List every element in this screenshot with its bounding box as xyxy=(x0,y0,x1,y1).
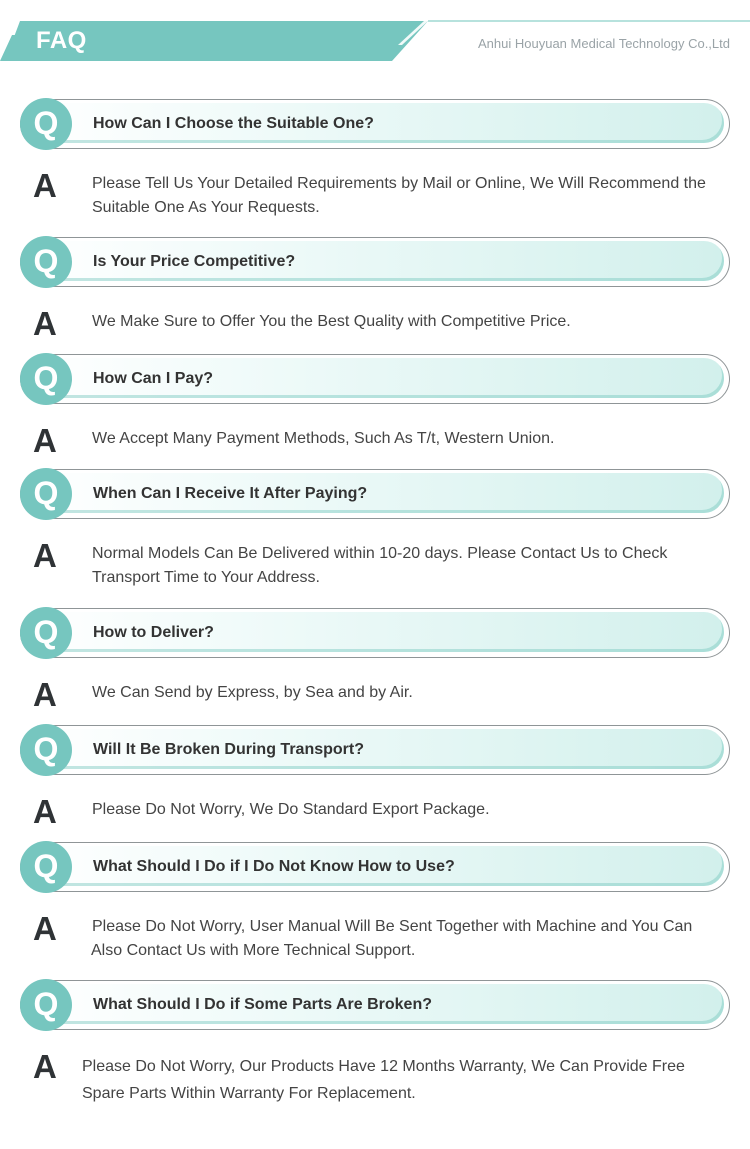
faq-question-row xyxy=(20,469,730,521)
faq-question-row xyxy=(20,725,730,777)
question-text: How to Deliver? xyxy=(93,624,214,641)
company-name: Anhui Houyuan Medical Technology Co.,Ltd xyxy=(478,36,730,51)
a-badge-icon: A xyxy=(33,676,57,713)
answer-line: Please Do Not Worry, We Do Standard Export Package. xyxy=(92,801,490,818)
answer-text xyxy=(92,542,722,590)
q-badge-icon: Q xyxy=(20,724,72,776)
q-badge-icon: Q xyxy=(20,979,72,1031)
faq-question-row xyxy=(20,842,730,894)
question-text: How Can I Pay? xyxy=(93,370,214,387)
question-text: What Should I Do if I Do Not Know How to Use? xyxy=(93,858,455,875)
question-text: When Can I Receive It After Paying? xyxy=(93,485,368,502)
faq-question-row xyxy=(20,237,730,289)
answer-line: Normal Models Can Be Delivered within 10-20 days. Please Contact Us to Check xyxy=(92,545,668,562)
answer-text xyxy=(92,798,722,822)
answer-line: Transport Time to Your Address. xyxy=(92,569,320,586)
answer-text xyxy=(92,915,722,963)
answer-line: Please Tell Us Your Detailed Requirements by Mail or Online, We Will Recommend the xyxy=(92,175,706,192)
a-badge-icon: A xyxy=(33,422,57,459)
faq-question-row xyxy=(20,99,730,151)
faq-question-row xyxy=(20,980,730,1032)
faq-question-row xyxy=(20,354,730,406)
q-badge-icon: Q xyxy=(20,468,72,520)
answer-line: Also Contact Us with More Technical Support. xyxy=(91,942,416,959)
question-text: Will It Be Broken During Transport? xyxy=(93,741,364,758)
q-badge-icon: Q xyxy=(20,353,72,405)
answer-text xyxy=(82,1053,712,1107)
answer-line: We Can Send by Express, by Sea and by Air. xyxy=(92,684,413,701)
answer-line: We Accept Many Payment Methods, Such As T/t, Western Union. xyxy=(92,430,555,447)
a-badge-icon: A xyxy=(33,1048,57,1085)
answer-line: We Make Sure to Offer You the Best Quality with Competitive Price. xyxy=(92,313,571,330)
q-badge-icon: Q xyxy=(20,236,72,288)
question-text: Is Your Price Competitive? xyxy=(93,253,296,270)
a-badge-icon: A xyxy=(33,537,57,574)
question-text: How Can I Choose the Suitable One? xyxy=(93,115,374,132)
q-badge-icon: Q xyxy=(20,607,72,659)
q-badge-icon: Q xyxy=(20,841,72,893)
a-badge-icon: A xyxy=(33,305,57,342)
answer-line: Please Do Not Worry, Our Products Have 12 Months Warranty, We Can Provide Free xyxy=(82,1058,685,1075)
faq-question-row xyxy=(20,608,730,660)
q-badge-icon: Q xyxy=(20,98,72,150)
faq-title: FAQ xyxy=(36,27,87,54)
a-badge-icon: A xyxy=(33,793,57,830)
question-text: What Should I Do if Some Parts Are Broken? xyxy=(93,996,432,1013)
answer-line: Please Do Not Worry, User Manual Will Be Sent Together with Machine and You Can xyxy=(92,918,693,935)
answer-text xyxy=(92,681,722,705)
answer-text xyxy=(92,172,722,220)
a-badge-icon: A xyxy=(33,167,57,204)
a-badge-icon: A xyxy=(33,910,57,947)
answer-text xyxy=(92,310,722,334)
answer-line: Spare Parts Within Warranty For Replacement. xyxy=(82,1085,416,1102)
answer-line: Suitable One As Your Requests. xyxy=(92,199,320,216)
answer-text xyxy=(92,427,722,451)
